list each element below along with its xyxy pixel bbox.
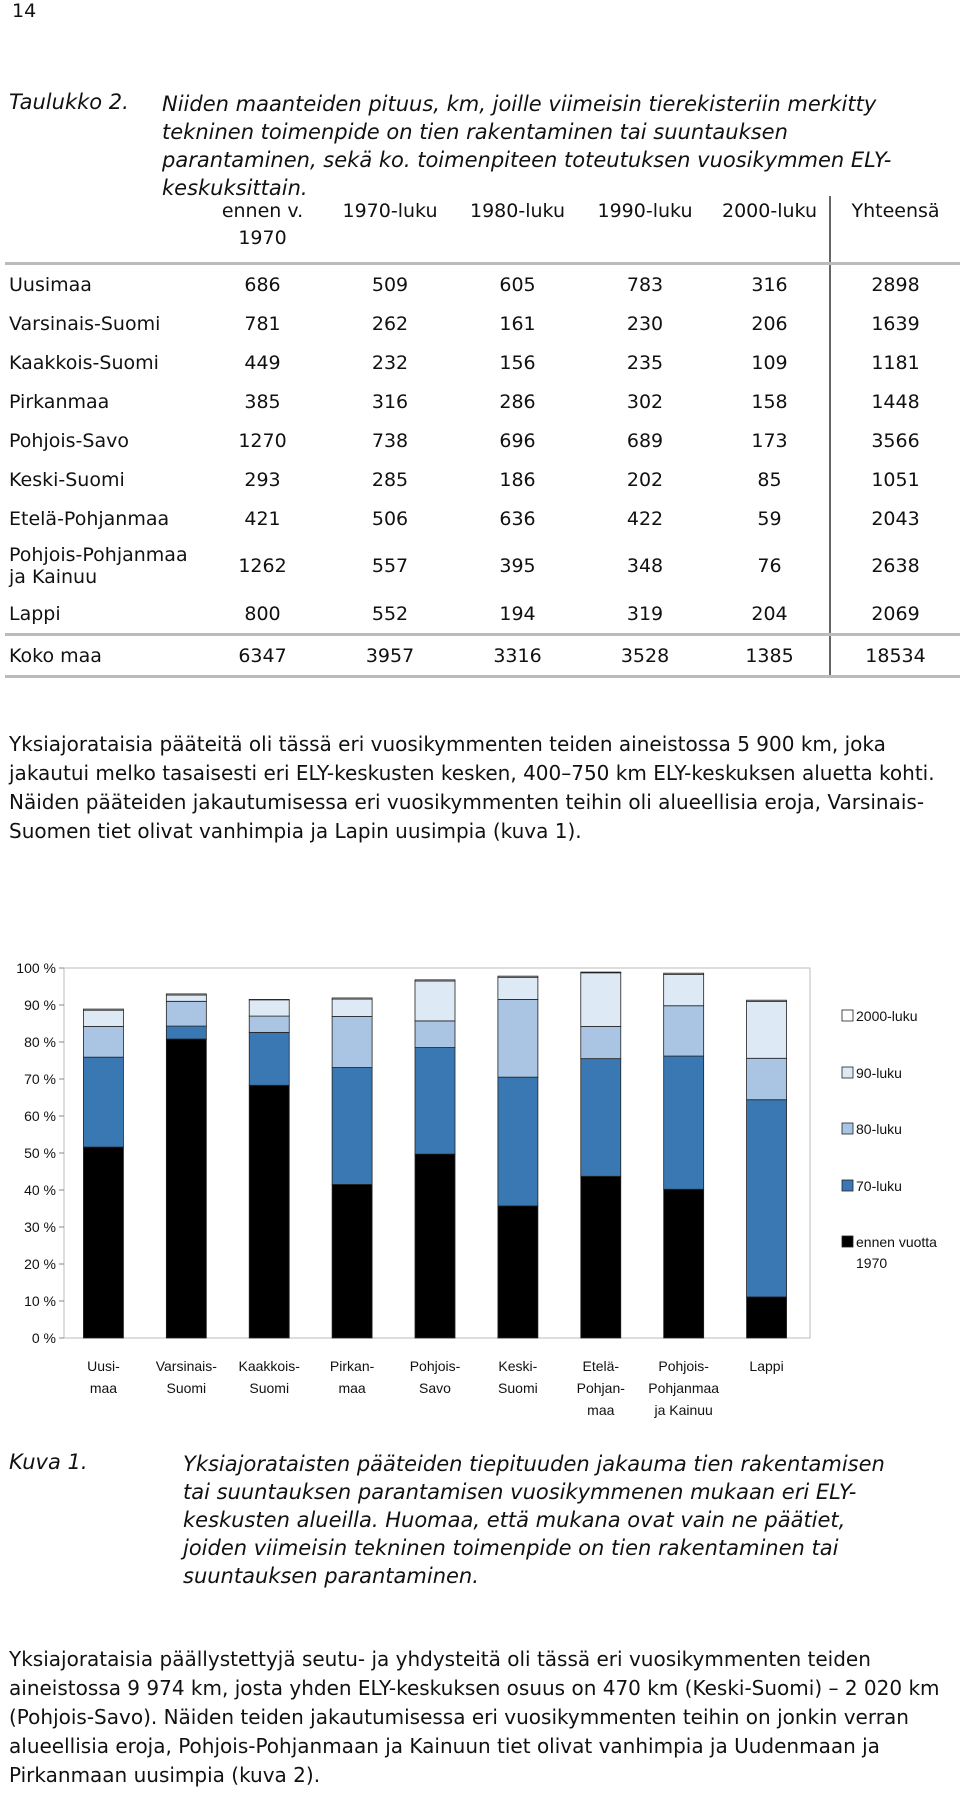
bar-segment-70-luku — [332, 1068, 372, 1185]
table-cell: 109 — [751, 351, 788, 374]
y-tick-label: 90 % — [24, 997, 56, 1013]
x-tick-label: Lappi — [749, 1358, 784, 1374]
x-tick-label: Suomi — [249, 1380, 290, 1396]
table-cell: 161 — [499, 312, 536, 335]
y-tick-label: 80 % — [24, 1034, 56, 1050]
bar-segment-80-luku — [166, 1001, 206, 1026]
row-label: Lappi — [9, 602, 61, 625]
table-cell: 421 — [244, 507, 281, 530]
table-cell: 206 — [751, 312, 788, 335]
legend-label: 1970 — [856, 1255, 888, 1271]
bar-segment-70-luku — [83, 1057, 123, 1147]
y-tick-label: 60 % — [24, 1108, 56, 1124]
paragraph: Yksiajorataisia päällystettyjä seutu- ja yhdysteitä oli tässä eri vuosikymmenten teiden aineistossa 9 974 km, josta yhden ELY-keskuksen osuus on 470 km (Keski-Suomi) – 2 020 km (Pohjois-Savo). Näiden teiden jakautumisessa eri vuosikymmenten teihin on jonkin verran alueellisia eroja, Pohjois-Pohjanmaan ja Kainuun tiet olivat vanhimpia ja Uudenmaan ja Pirkanmaan uusimpia (kuva 2). — [9, 1647, 940, 1787]
header-cell: ennen v. 1970 — [200, 196, 325, 264]
bar-segment-2000-luku — [498, 976, 538, 977]
legend-label: 90-luku — [856, 1065, 902, 1081]
table-cell: 3316 — [455, 635, 580, 677]
bar-segment-80-luku — [249, 1016, 289, 1032]
table-cell: 2043 — [830, 499, 960, 538]
table-cell: 186 — [499, 468, 536, 491]
table-cell: 316 — [371, 390, 409, 413]
bar-segment-90-luku — [415, 981, 455, 1021]
table-cell: 1051 — [830, 460, 960, 499]
x-tick-label: Pohjois- — [409, 1358, 461, 1374]
bar-segment-80-luku — [581, 1026, 621, 1058]
table-cell: 85 — [757, 468, 782, 491]
table-cell: 1448 — [830, 382, 960, 421]
table-total-row — [5, 635, 960, 677]
table-header-row — [5, 196, 960, 264]
header-cell: Yhteensä — [830, 196, 960, 264]
table-cell: 605 — [499, 273, 536, 296]
bar-segment-2000-luku — [747, 1000, 787, 1001]
bar-segment-90-luku — [664, 974, 704, 1005]
row-label: Koko maa — [5, 635, 200, 677]
table-cell: 395 — [499, 555, 536, 577]
header-cell: 1980-luku — [455, 196, 580, 264]
table-cell: 509 — [371, 273, 409, 296]
x-tick-label: Savo — [419, 1380, 451, 1396]
table-cell: 316 — [751, 273, 788, 296]
header-cell: 1970-luku — [325, 196, 455, 264]
table-cell: 3957 — [325, 635, 455, 677]
table-cell: 2069 — [830, 594, 960, 635]
header-cell: 1990-luku — [580, 196, 710, 264]
table-cell: 783 — [626, 273, 664, 296]
table-cell: 173 — [751, 429, 788, 452]
y-tick-label: 40 % — [24, 1182, 56, 1198]
table-cell: 158 — [751, 390, 788, 413]
bar-segment-2000-luku — [581, 972, 621, 973]
bar-segment-2000-luku — [664, 973, 704, 974]
row-label: Pohjois-Pohjanmaa ja Kainuu — [9, 544, 188, 588]
legend-swatch — [842, 1010, 853, 1021]
table-cell: 59 — [757, 507, 782, 530]
table-cell: 235 — [626, 351, 664, 374]
table-cell: 689 — [626, 429, 664, 452]
bar-segment-70-luku — [747, 1100, 787, 1297]
table-cell: 285 — [371, 468, 409, 491]
legend-label: ennen vuotta — [856, 1234, 937, 1250]
header-cell: 2000-luku — [710, 196, 830, 264]
bar-segment-90-luku — [498, 977, 538, 999]
header-cell — [5, 196, 200, 264]
table-row — [5, 594, 960, 635]
table-cell: 230 — [626, 312, 664, 335]
table-cell: 286 — [499, 390, 536, 413]
bar-segment-90-luku — [166, 995, 206, 1001]
table-cell: 422 — [626, 507, 664, 530]
legend-label: 70-luku — [856, 1178, 902, 1194]
bar-segment-90-luku — [332, 999, 372, 1016]
table-row — [5, 421, 960, 460]
table-row — [5, 264, 960, 305]
table-cell: 156 — [499, 351, 536, 374]
table-cell: 1270 — [238, 429, 287, 452]
legend-swatch — [842, 1067, 853, 1078]
table-cell: 800 — [244, 602, 281, 625]
y-tick-label: 30 % — [24, 1219, 56, 1235]
x-tick-label: Etelä- — [582, 1358, 620, 1374]
bar-segment-ennen-vuotta-1970 — [332, 1184, 372, 1338]
bar-segment-90-luku — [83, 1010, 123, 1026]
table-cell: 1385 — [710, 635, 830, 677]
x-tick-label: maa — [338, 1380, 366, 1396]
table-cell: 293 — [244, 468, 281, 491]
bar-segment-70-luku — [166, 1026, 206, 1039]
table-cell: 202 — [626, 468, 664, 491]
x-tick-label: ja Kainuu — [654, 1402, 713, 1418]
y-tick-label: 0 % — [31, 1330, 56, 1346]
table-cell: 1639 — [830, 304, 960, 343]
table-cell: 348 — [626, 555, 664, 577]
paragraph: Yksiajorataisia pääteitä oli tässä eri vuosikymmenten teiden aineistossa 5 900 km, joka jakautui melko tasaisesti eri ELY-keskusten kesken, 400–750 km ELY-keskuksen aluetta kohti. Näiden pääteiden jakautumisessa eri vuosikymmenten teihin oli alueellisia eroja, Varsinais-Suomen tiet olivat vanhimpia ja Lapin uusimpia (kuva 1). — [9, 732, 935, 843]
bar-segment-80-luku — [415, 1021, 455, 1048]
table-cell: 204 — [751, 602, 788, 625]
table-cell: 302 — [626, 390, 664, 413]
y-tick-label: 70 % — [24, 1071, 56, 1087]
bar-segment-2000-luku — [83, 1009, 123, 1010]
table-cell: 385 — [244, 390, 281, 413]
bar-segment-ennen-vuotta-1970 — [249, 1085, 289, 1338]
x-tick-label: Keski- — [498, 1358, 538, 1374]
table-cell: 1181 — [830, 343, 960, 382]
table-cell: 3566 — [830, 421, 960, 460]
y-tick-label: 100 % — [16, 960, 56, 976]
x-tick-label: maa — [587, 1402, 615, 1418]
table-cell: 319 — [626, 602, 664, 625]
bar-segment-2000-luku — [166, 994, 206, 995]
x-tick-label: maa — [89, 1380, 118, 1396]
page-number: 14 — [12, 0, 37, 22]
row-label: Varsinais-Suomi — [9, 312, 161, 335]
legend-swatch — [842, 1123, 853, 1134]
table-cell: 449 — [244, 351, 281, 374]
table-row — [5, 499, 960, 538]
bar-segment-ennen-vuotta-1970 — [498, 1206, 538, 1338]
bar-segment-ennen-vuotta-1970 — [166, 1039, 206, 1338]
y-tick-label: 10 % — [24, 1293, 56, 1309]
table-cell: 18534 — [830, 635, 960, 677]
bar-segment-80-luku — [83, 1026, 123, 1057]
bar-segment-70-luku — [581, 1059, 621, 1177]
table-cell: 781 — [244, 312, 281, 335]
table-cell: 76 — [757, 555, 782, 577]
x-tick-label: Kaakkois- — [238, 1358, 300, 1374]
legend-label: 80-luku — [856, 1121, 902, 1137]
table-cell: 696 — [499, 429, 536, 452]
bar-segment-80-luku — [664, 1006, 704, 1056]
stacked-bar-chart — [0, 950, 960, 1430]
bar-segment-ennen-vuotta-1970 — [415, 1154, 455, 1338]
row-label: Kaakkois-Suomi — [9, 351, 159, 374]
table-cell: 194 — [499, 602, 536, 625]
data-table — [5, 196, 960, 678]
y-tick-label: 50 % — [24, 1145, 56, 1161]
bar-segment-80-luku — [332, 1016, 372, 1067]
x-tick-label: Uusi- — [87, 1358, 120, 1374]
table-cell: 3528 — [580, 635, 710, 677]
table-row — [5, 304, 960, 343]
x-tick-label: Pirkan- — [329, 1358, 375, 1374]
table-cell: 552 — [371, 602, 409, 625]
legend-label: 2000-luku — [856, 1008, 918, 1024]
table-caption-text: Niiden maanteiden pituus, km, joille viimeisin tierekisteriin merkitty tekninen toimenpide on tien rakentaminen tai suuntauksen parantaminen, sekä ko. toimenpiteen toteutuksen vuosikymmen ELY-keskuksittain. — [162, 92, 892, 200]
bar-segment-ennen-vuotta-1970 — [83, 1147, 123, 1338]
table-row — [5, 460, 960, 499]
table-cell: 738 — [371, 429, 409, 452]
row-label: Etelä-Pohjanmaa — [9, 507, 170, 530]
table-cell: 1262 — [238, 555, 287, 577]
y-tick-label: 20 % — [24, 1256, 56, 1272]
bar-segment-70-luku — [249, 1032, 289, 1085]
legend-swatch — [842, 1236, 853, 1247]
table-cell: 6347 — [200, 635, 325, 677]
table-cell: 686 — [244, 273, 281, 296]
row-label: Pohjois-Savo — [9, 429, 129, 452]
bar-segment-2000-luku — [332, 998, 372, 999]
legend-swatch — [842, 1180, 853, 1191]
figure-caption-text: Yksiajorataisten pääteiden tiepituuden jakauma tien rakentamisen tai suuntauksen parantamisen vuosikymmenen mukaan eri ELY-keskusten alueilla. Huomaa, että mukana ovat vain ne päätiet, joiden viimeisin tekninen toimenpide on tien rakentaminen tai suuntauksen parantaminen. — [183, 1452, 885, 1588]
table-label: Taulukko 2. — [9, 90, 129, 114]
x-tick-label: Pohjan- — [576, 1380, 625, 1396]
table-cell: 262 — [371, 312, 409, 335]
bar-segment-90-luku — [581, 973, 621, 1027]
bar-segment-ennen-vuotta-1970 — [581, 1176, 621, 1338]
row-label: Pirkanmaa — [9, 390, 110, 413]
table-row — [5, 343, 960, 382]
table-cell: 2638 — [830, 538, 960, 594]
bar-segment-90-luku — [249, 1000, 289, 1016]
bar-segment-ennen-vuotta-1970 — [664, 1189, 704, 1338]
x-tick-label: Pohjanmaa — [648, 1380, 720, 1396]
table-cell: 506 — [371, 507, 409, 530]
table-row — [5, 382, 960, 421]
row-label: Uusimaa — [9, 273, 92, 296]
row-label: Keski-Suomi — [9, 468, 125, 491]
table-cell: 232 — [371, 351, 409, 374]
bar-segment-ennen-vuotta-1970 — [747, 1297, 787, 1338]
figure-label: Kuva 1. — [9, 1450, 88, 1474]
table-cell: 636 — [499, 507, 536, 530]
x-tick-label: Suomi — [498, 1380, 538, 1396]
bar-segment-80-luku — [498, 999, 538, 1077]
bar-segment-80-luku — [747, 1058, 787, 1099]
x-tick-label: Varsinais- — [155, 1358, 217, 1374]
table-cell: 2898 — [830, 264, 960, 305]
x-tick-label: Pohjois- — [658, 1358, 709, 1374]
bar-segment-90-luku — [747, 1001, 787, 1058]
x-tick-label: Suomi — [166, 1380, 207, 1396]
bar-segment-2000-luku — [415, 980, 455, 981]
bar-segment-70-luku — [664, 1056, 704, 1189]
bar-segment-70-luku — [498, 1077, 538, 1206]
bar-segment-70-luku — [415, 1048, 455, 1155]
table-row — [5, 538, 960, 594]
table-cell: 557 — [371, 555, 409, 577]
